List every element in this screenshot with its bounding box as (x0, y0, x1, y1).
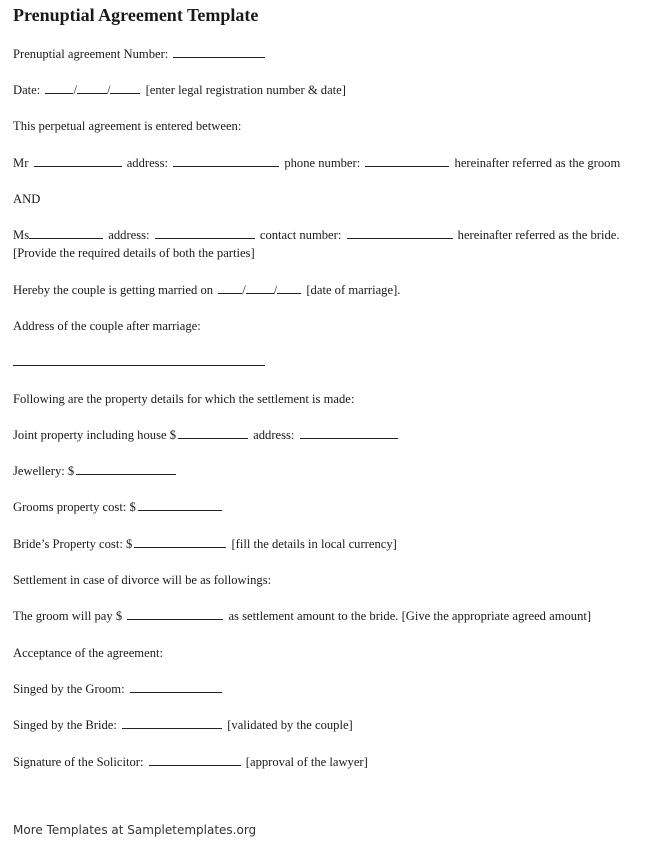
brides-property-line (13, 536, 397, 552)
groom-name-field[interactable] (34, 155, 122, 167)
signed-bride-label: Singed by the Bride: (13, 718, 117, 732)
grooms-property-field[interactable] (138, 499, 222, 511)
marriage-day-field[interactable] (218, 282, 242, 294)
address-after-field[interactable] (13, 354, 265, 366)
acceptance-label: Acceptance of the agreement: (13, 646, 163, 660)
bride-address-field[interactable] (155, 227, 255, 239)
brides-property-label: Bride’s Property cost: $ (13, 537, 133, 551)
joint-property-field[interactable] (178, 427, 248, 439)
bride-ms-label: Ms (13, 228, 30, 242)
bride-name-field[interactable] (29, 227, 103, 239)
marriage-month-field[interactable] (246, 282, 274, 294)
entered-between: This perpetual agreement is entered between: (13, 119, 242, 133)
groom-pay-line (13, 608, 591, 624)
groom-phone-field[interactable] (365, 155, 449, 167)
agreement-number-line (13, 46, 267, 62)
signed-bride-field[interactable] (122, 717, 222, 729)
signed-groom-label: Singed by the Groom: (13, 682, 125, 696)
marriage-year-field[interactable] (277, 282, 301, 294)
footer-link[interactable]: More Templates at Sampletemplates.org (13, 823, 257, 837)
groom-pay-rest: as settlement amount to the bride. [Give the appropriate agreed amount] (228, 609, 592, 623)
groom-address-label: address: (126, 156, 168, 170)
address-after-line (13, 354, 267, 370)
agreement-number-field[interactable] (173, 46, 265, 58)
jewellery-field[interactable] (76, 463, 176, 475)
joint-property-line (13, 427, 400, 443)
solicitor-line (13, 754, 368, 770)
solicitor-note: [approval of the lawyer] (245, 755, 368, 769)
address-after-label: Address of the couple after marriage: (13, 319, 201, 333)
solicitor-label: Signature of the Solicitor: (13, 755, 144, 769)
and-label: AND (13, 192, 41, 206)
grooms-property-line (13, 499, 224, 515)
date-day-field[interactable] (45, 82, 73, 94)
groom-line (13, 155, 620, 171)
groom-referred-text: hereinafter referred as the groom (454, 156, 621, 170)
groom-pay-label: The groom will pay $ (13, 609, 123, 623)
signed-bride-line (13, 717, 353, 733)
date-label: Date: (13, 83, 41, 97)
bride-line (13, 227, 620, 243)
provide-note: [Provide the required details of both the parties] (13, 246, 255, 260)
marriage-note: [date of marriage]. (306, 283, 401, 297)
joint-property-label: Joint property including house $ (13, 428, 176, 442)
solicitor-field[interactable] (149, 754, 241, 766)
marriage-text: Hereby the couple is getting married on (13, 283, 214, 297)
agreement-number-label: Prenuptial agreement Number: (13, 47, 169, 61)
bride-contact-field[interactable] (347, 227, 453, 239)
grooms-property-label: Grooms property cost: $ (13, 500, 136, 514)
joint-address-field[interactable] (300, 427, 398, 439)
marriage-line: Hereby the couple is getting married on / / [date of marriage]. (13, 283, 401, 297)
bride-address-label: address: (108, 228, 150, 242)
jewellery-line (13, 463, 178, 479)
brides-property-note: [fill the details in local currency] (231, 537, 397, 551)
signed-groom-line (13, 681, 224, 697)
bride-contact-label: contact number: (259, 228, 342, 242)
joint-address-label: address: (253, 428, 295, 442)
date-year-field[interactable] (110, 82, 140, 94)
document-title: Prenuptial Agreement Template (13, 5, 259, 25)
date-line: Date: / / [enter legal registration number & date] (13, 83, 346, 97)
signed-groom-field[interactable] (130, 681, 222, 693)
property-intro: Following are the property details for which the settlement is made: (13, 392, 355, 406)
jewellery-label: Jewellery: $ (13, 464, 75, 478)
bride-referred-text: hereinafter referred as the bride. (457, 228, 620, 242)
groom-mr-label: Mr (13, 156, 29, 170)
groom-phone-label: phone number: (284, 156, 361, 170)
settlement-intro: Settlement in case of divorce will be as followings: (13, 573, 272, 587)
groom-pay-field[interactable] (127, 608, 223, 620)
groom-address-field[interactable] (173, 155, 279, 167)
date-note: [enter legal registration number & date] (145, 83, 346, 97)
date-month-field[interactable] (77, 82, 107, 94)
signed-bride-note: [validated by the couple] (227, 718, 353, 732)
brides-property-field[interactable] (134, 536, 226, 548)
